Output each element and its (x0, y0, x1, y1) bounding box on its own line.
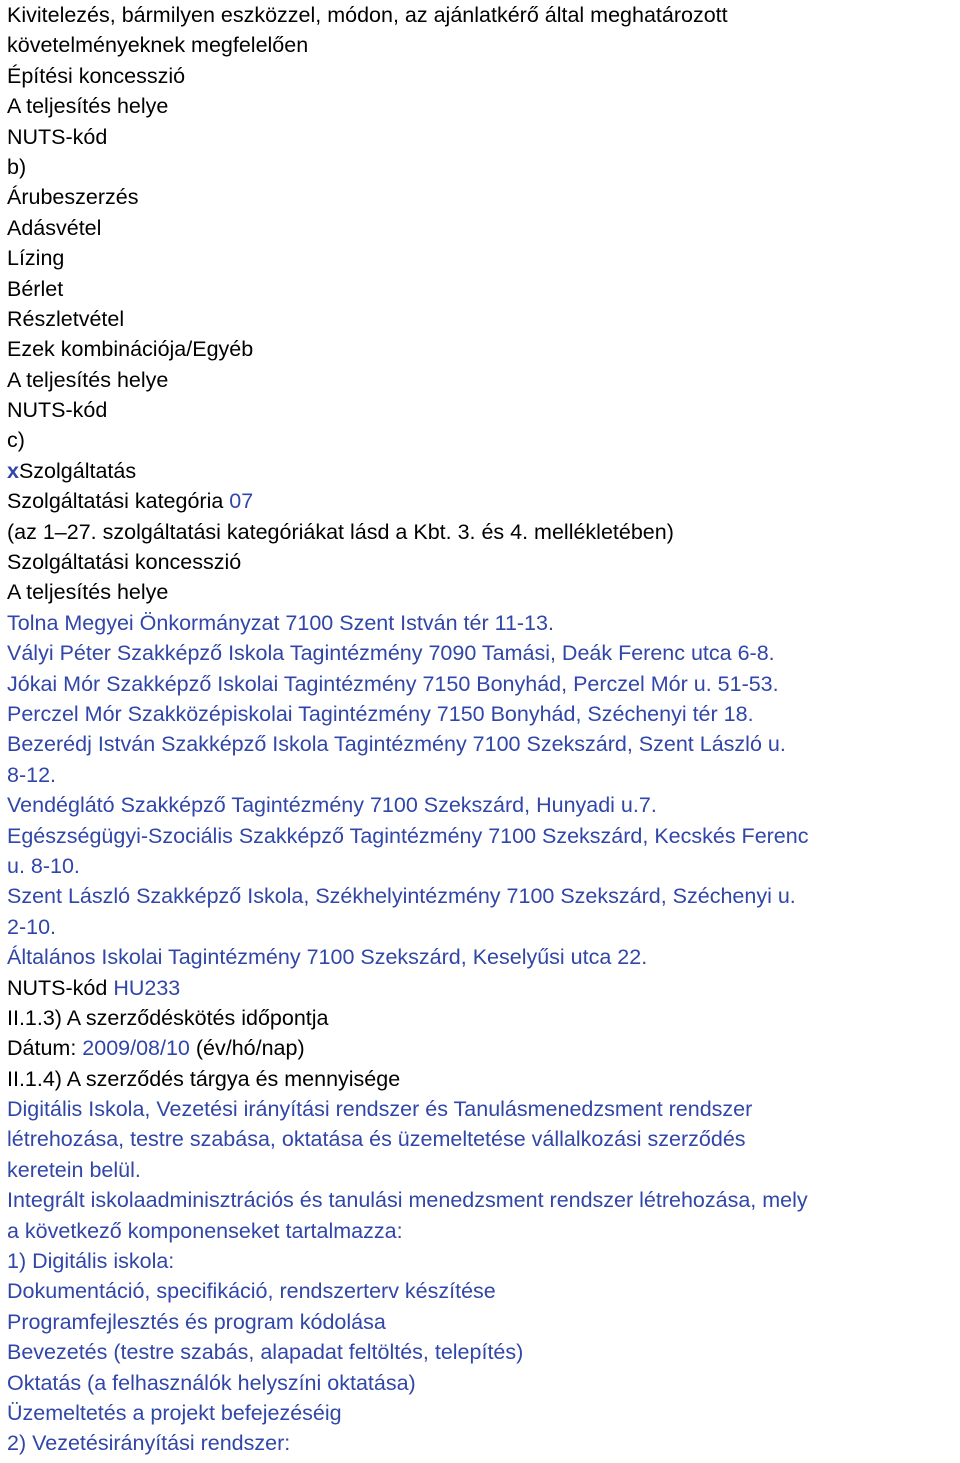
service-line (7, 456, 957, 486)
text-line: Adásvétel (7, 215, 102, 240)
subject-line: keretein belül. (7, 1157, 141, 1182)
text-line: Ezek kombinációja/Egyéb (7, 337, 254, 362)
text-line: b) (7, 154, 27, 179)
place-line: Bezerédj István Szakképző Iskola Tagintézmény 7100 Szekszárd, Szent László u. (7, 732, 786, 757)
place-label: A teljesítés helye (7, 580, 169, 605)
text-line: NUTS-kód (7, 398, 108, 423)
subject-line: Integrált iskolaadminisztrációs és tanulási menedzsment rendszer létrehozása, mely (7, 1188, 808, 1213)
place-line: Vendéglátó Szakképző Tagintézmény 7100 Szekszárd, Hunyadi u.7. (7, 793, 657, 818)
text-line: Lízing (7, 246, 65, 271)
place-line: 8-12. (7, 762, 57, 787)
check-mark: x (7, 458, 19, 483)
contract-date-format: (év/hó/nap) (189, 1036, 305, 1061)
text-line: A teljesítés helye (7, 94, 169, 119)
subject-line: a következő komponenseket tartalmazza: (7, 1218, 403, 1243)
place-line: Jókai Mór Szakképző Iskolai Tagintézmény 7150 Bonyhád, Perczel Mór u. 51-53. (7, 671, 779, 696)
subject-line: Programfejlesztés és program kódolása (7, 1309, 386, 1334)
service-concession: Szolgáltatási koncesszió (7, 550, 242, 575)
nuts-value: HU233 (113, 975, 181, 1000)
text-line: Árubeszerzés (7, 185, 139, 210)
contract-date-value: 2009/08/10 (82, 1036, 190, 1061)
subject-line: 1) Digitális iskola: (7, 1249, 175, 1274)
service-category-line (7, 486, 957, 516)
contract-date-line (7, 1033, 957, 1063)
service-label: Szolgáltatás (18, 458, 137, 483)
place-line: Egészségügyi-Szociális Szakképző Tagintézmény 7100 Szekszárd, Kecskés Ferenc (7, 823, 809, 848)
text-line: követelményeknek megfelelően (7, 33, 309, 58)
place-line: u. 8-10. (7, 853, 80, 878)
subject-heading: II.1.4) A szerződés tárgya és mennyisége (7, 1066, 401, 1091)
subject-line: Bevezetés (testre szabás, alapadat feltöltés, telepítés) (7, 1340, 524, 1365)
place-line: Perczel Mór Szakközépiskolai Tagintézmény 7150 Bonyhád, Széchenyi tér 18. (7, 701, 754, 726)
place-line: 2-10. (7, 914, 57, 939)
place-line: Tolna Megyei Önkormányzat 7100 Szent István tér 11-13. (7, 610, 554, 635)
subject-line: Oktatás (a felhasználók helyszíni oktatása) (7, 1370, 416, 1395)
text-line: Részletvétel (7, 306, 125, 331)
service-category-note: (az 1–27. szolgáltatási kategóriákat lásd a Kbt. 3. és 4. mellékletében) (7, 519, 674, 544)
nuts-label: NUTS-kód (7, 975, 114, 1000)
text-line: Kivitelezés, bármilyen eszközzel, módon, az ajánlatkérő által meghatározott (7, 3, 728, 27)
subject-line: létrehozása, testre szabása, oktatása és üzemeltetése vállalkozási szerződés (7, 1127, 746, 1152)
text-line: A teljesítés helye (7, 367, 169, 392)
text-line: NUTS-kód (7, 124, 108, 149)
service-category-label: Szolgáltatási kategória (7, 489, 230, 514)
subject-line: Üzemeltetés a projekt befejezéséig (7, 1400, 342, 1425)
service-category-value: 07 (229, 489, 254, 514)
subject-line: 2) Vezetésirányítási rendszer: (7, 1431, 291, 1456)
text-line: c) (7, 428, 25, 453)
place-line: Vályi Péter Szakképző Iskola Tagintézmény 7090 Tamási, Deák Ferenc utca 6-8. (7, 641, 775, 666)
subject-line: Dokumentáció, specifikáció, rendszerterv készítése (7, 1279, 496, 1304)
text-line: Bérlet (7, 276, 64, 301)
document-page (7, 0, 957, 1459)
place-line: Általános Iskolai Tagintézmény 7100 Szekszárd, Keselyűsi utca 22. (7, 945, 648, 970)
nuts-line (7, 973, 957, 1003)
contract-date-label: Dátum: (7, 1036, 83, 1061)
subject-line: Digitális Iskola, Vezetési irányítási rendszer és Tanulásmenedzsment rendszer (7, 1097, 753, 1122)
contract-date-heading: II.1.3) A szerződéskötés időpontja (7, 1005, 329, 1030)
place-line: Szent László Szakképző Iskola, Székhelyintézmény 7100 Szekszárd, Széchenyi u. (7, 884, 796, 909)
text-line: Építési koncesszió (7, 63, 186, 88)
